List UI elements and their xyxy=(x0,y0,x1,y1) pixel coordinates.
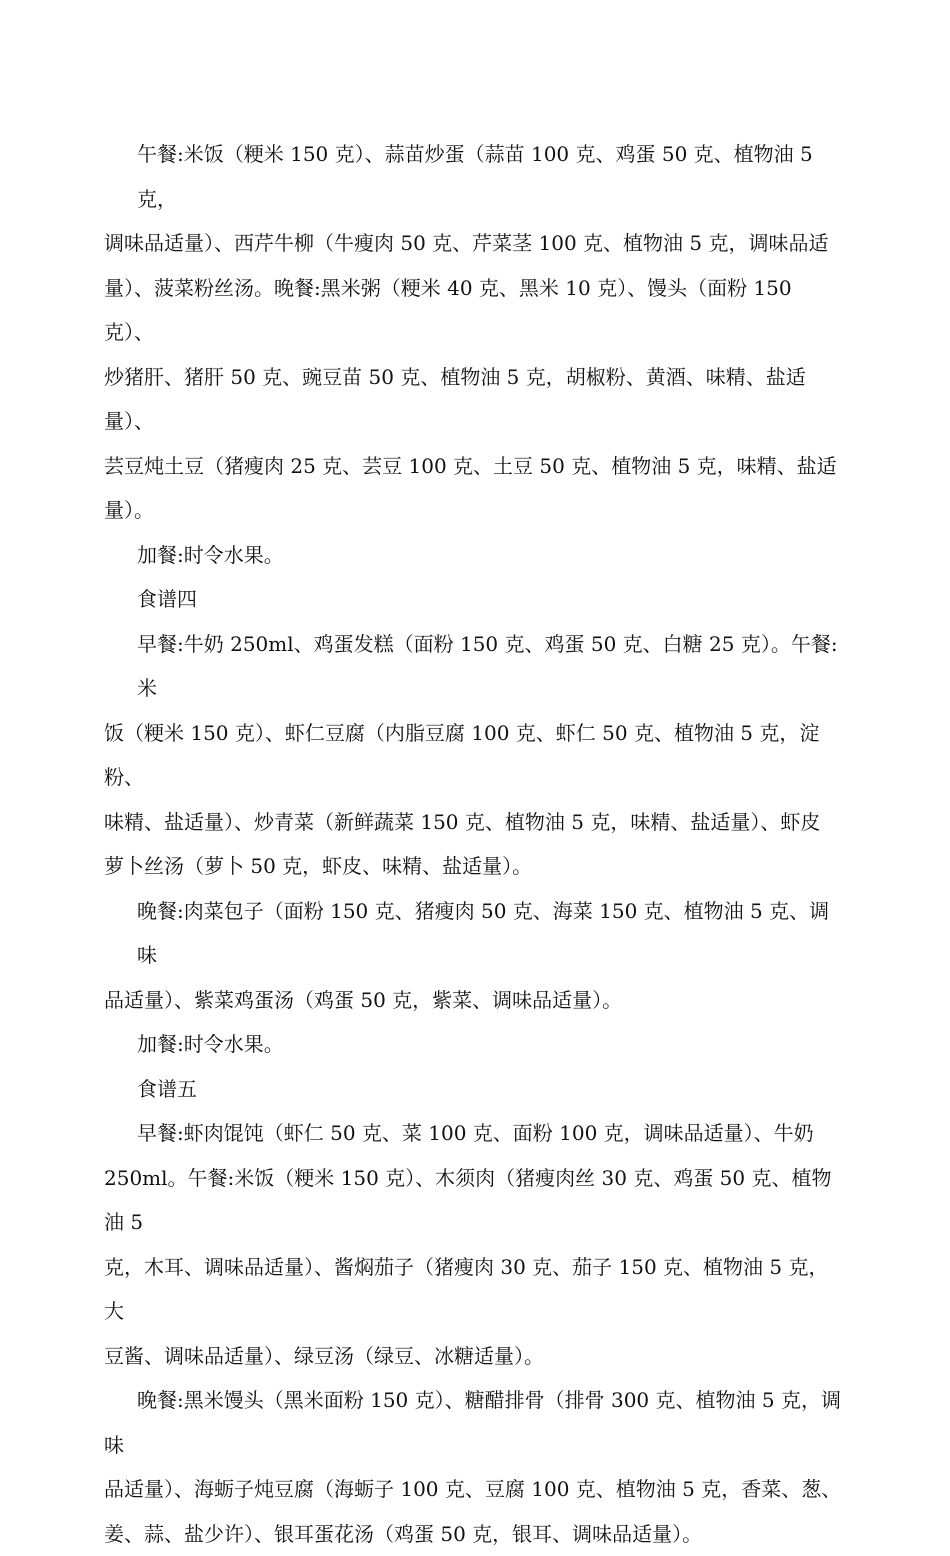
paragraph-lunch-dinner-3 xyxy=(104,132,844,533)
paragraph-dinner-4 xyxy=(104,889,844,1023)
text-line: 品适量）、海蛎子炖豆腐（海蛎子 100 克、豆腐 100 克、植物油 5 克，香菜、葱、 xyxy=(104,1467,844,1512)
text-line: 饭（粳米 150 克）、虾仁豆腐（内脂豆腐 100 克、虾仁 50 克、植物油 5 克，淀粉、 xyxy=(104,711,844,800)
text-line: 250ml。午餐:米饭（粳米 150 克）、木须肉（猪瘦肉丝 30 克、鸡蛋 50 克、植物油 5 xyxy=(104,1156,844,1245)
text-line: 味 xyxy=(104,1423,844,1468)
recipe-heading-4 xyxy=(104,577,844,622)
document-body xyxy=(104,132,844,1556)
text-line: 晚餐:肉菜包子（面粉 150 克、猪瘦肉 50 克、海菜 150 克、植物油 5 克、调味 xyxy=(104,889,844,978)
paragraph-dinner-5 xyxy=(104,1378,844,1467)
paragraph-snack xyxy=(104,533,844,578)
text-line: 量）、菠菜粉丝汤。晚餐:黑米粥（粳米 40 克、黑米 10 克）、馒头（面粉 150 克）、 xyxy=(104,266,844,355)
text-line: 早餐:虾肉馄饨（虾仁 50 克、菜 100 克、面粉 100 克，调味品适量）、牛奶 xyxy=(104,1111,844,1156)
text-line: 炒猪肝、猪肝 50 克、豌豆苗 50 克、植物油 5 克，胡椒粉、黄酒、味精、盐适量）、 xyxy=(104,355,844,444)
text-line: 晚餐:黑米馒头（黑米面粉 150 克）、糖醋排骨（排骨 300 克、植物油 5 克，调 xyxy=(104,1378,844,1423)
text-line: 萝卜丝汤（萝卜 50 克，虾皮、味精、盐适量）。 xyxy=(104,844,844,889)
text-line: 食谱四 xyxy=(104,577,844,622)
text-line: 量）。 xyxy=(104,488,844,533)
text-line: 早餐:牛奶 250ml、鸡蛋发糕（面粉 150 克、鸡蛋 50 克、白糖 25 克）。午餐:米 xyxy=(104,622,844,711)
text-line: 芸豆炖土豆（猪瘦肉 25 克、芸豆 100 克、土豆 50 克、植物油 5 克，味精、盐适 xyxy=(104,444,844,489)
text-line: 调味品适量）、西芹牛柳（牛瘦肉 50 克、芹菜茎 100 克、植物油 5 克，调味品适 xyxy=(104,221,844,266)
paragraph-dinner-5-continued xyxy=(104,1467,844,1556)
text-line: 豆酱、调味品适量）、绿豆汤（绿豆、冰糖适量）。 xyxy=(104,1334,844,1379)
text-line: 品适量）、紫菜鸡蛋汤（鸡蛋 50 克，紫菜、调味品适量）。 xyxy=(104,978,844,1023)
text-line: 姜、蒜、盐少许）、银耳蛋花汤（鸡蛋 50 克，银耳、调味品适量）。 xyxy=(104,1512,844,1556)
paragraph-breakfast-lunch-4 xyxy=(104,622,844,889)
text-line: 食谱五 xyxy=(104,1067,844,1112)
text-line: 加餐:时令水果。 xyxy=(104,1022,844,1067)
text-line: 克，木耳、调味品适量）、酱焖茄子（猪瘦肉 30 克、茄子 150 克、植物油 5 克，大 xyxy=(104,1245,844,1334)
paragraph-snack xyxy=(104,1022,844,1067)
recipe-heading-5 xyxy=(104,1067,844,1112)
paragraph-breakfast-lunch-5 xyxy=(104,1111,844,1378)
text-line: 味精、盐适量）、炒青菜（新鲜蔬菜 150 克、植物油 5 克，味精、盐适量）、虾皮 xyxy=(104,800,844,845)
text-line: 午餐:米饭（粳米 150 克）、蒜苗炒蛋（蒜苗 100 克、鸡蛋 50 克、植物油 5 克， xyxy=(104,132,844,221)
text-line: 加餐:时令水果。 xyxy=(104,533,844,578)
